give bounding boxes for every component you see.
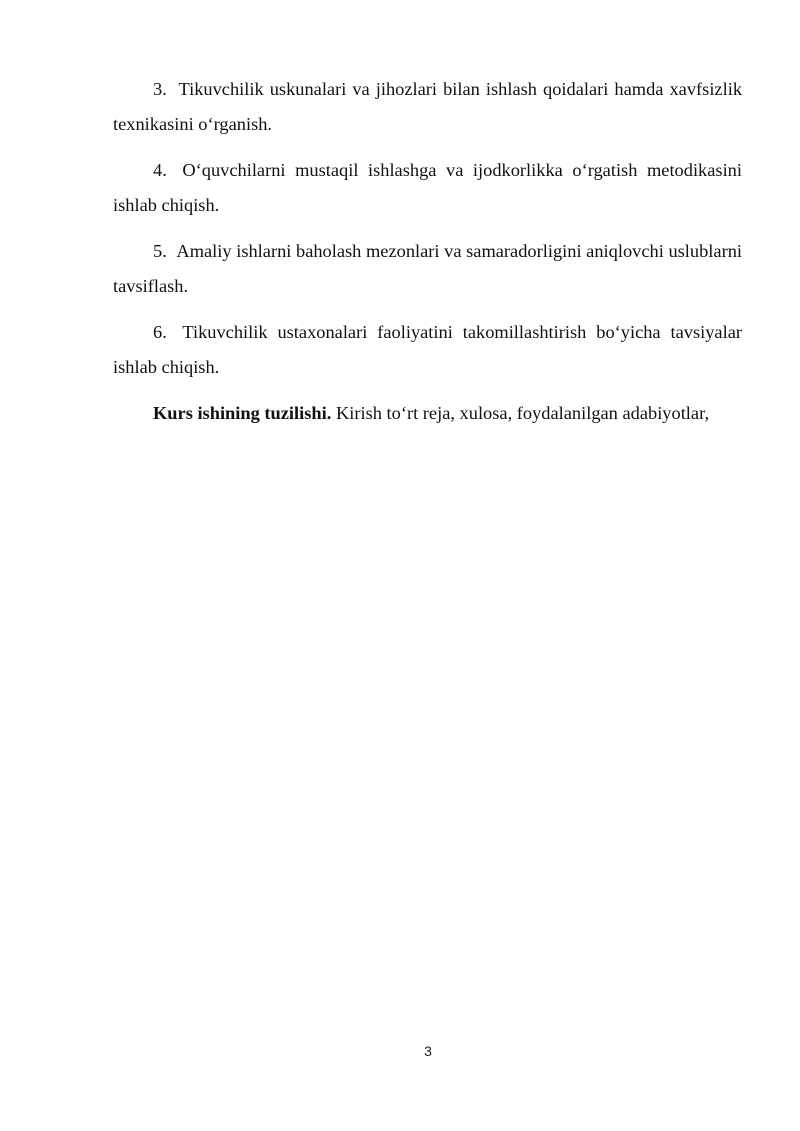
paragraph-text: Amaliy ishlarni baholash mezonlari va samaradorligini aniqlovchi uslublarni tavsiflash.: [113, 241, 742, 296]
structure-text: Kirish to‘rt reja, xulosa, foydalanilgan adabiyotlar,: [335, 403, 710, 423]
paragraph-number: 6.: [153, 322, 167, 342]
paragraph-text: O‘quvchilarni mustaqil ishlashga va ijodkorlikka o‘rgatish metodikasini ishlab chiqish.: [113, 160, 742, 215]
paragraph-text: Tikuvchilik ustaxonalari faoliyatini takomillashtirish bo‘yicha tavsiyalar ishlab chiqish.: [113, 322, 742, 377]
numbered-paragraph-3: [113, 72, 742, 142]
structure-heading: Kurs ishining tuzilishi.: [153, 403, 332, 423]
page-number: 3: [424, 1043, 432, 1059]
document-body: [113, 72, 742, 442]
structure-paragraph: [113, 396, 742, 431]
numbered-paragraph-6: [113, 315, 742, 385]
paragraph-number: 5.: [153, 241, 167, 261]
paragraph-text: Tikuvchilik uskunalari va jihozlari bilan ishlash qoidalari hamda xavfsizlik texnikasini o‘rganish.: [113, 79, 743, 134]
numbered-paragraph-4: [113, 153, 742, 223]
numbered-paragraph-5: [113, 234, 742, 304]
paragraph-number: 3.: [153, 79, 167, 99]
paragraph-number: 4.: [153, 160, 167, 180]
